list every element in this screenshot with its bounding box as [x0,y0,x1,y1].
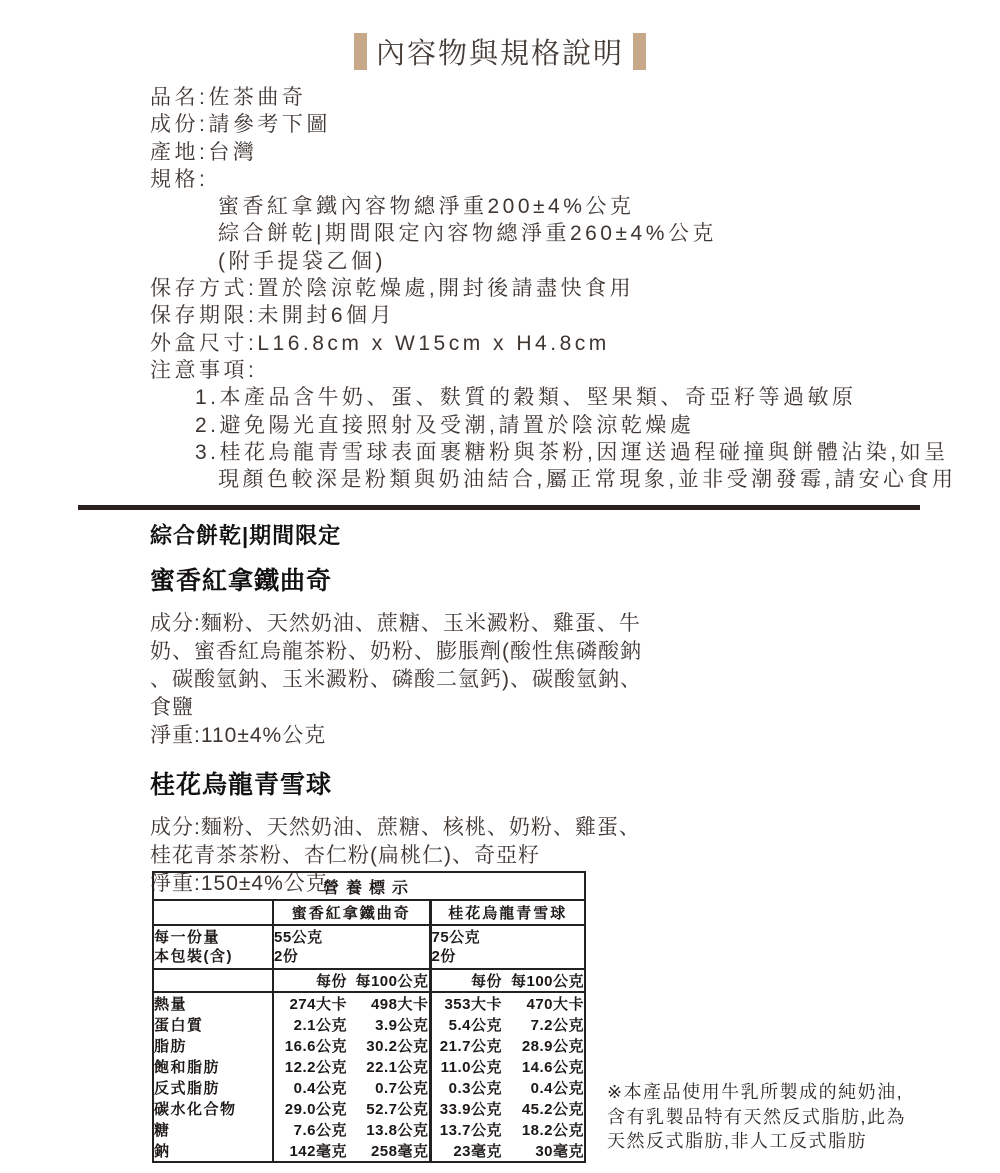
latte-net-weight: 淨重:110±4%公克 [150,724,327,747]
page-title: 內容物與規格說明 [375,38,624,70]
empty-cell [153,900,273,925]
nutrition-row-sodium [153,1140,585,1162]
page-title-row [0,31,1000,72]
nutrition-value: 5.4公克 [448,1017,502,1034]
empty-cell [153,969,273,992]
nutrition-value: 7.6公克 [293,1122,347,1139]
nutrition-row-label: 飽和脂肪 [153,1056,273,1077]
product2-header: 桂花烏龍青雪球 [430,900,585,925]
nutrition-value: 0.4公克 [530,1080,585,1097]
limited-edition-badge: 綜合餅乾|期間限定 [150,523,342,548]
nutrition-value: 498大卡 [347,992,430,1014]
nutrition-value: 3.9公克 [347,1014,430,1035]
nutrition-row-calories [153,992,585,1014]
nutrition-value: 274大卡 [289,996,347,1013]
latte-ingredients [150,610,750,750]
nutrition-value: 142毫克 [289,1143,347,1160]
nutrition-value: 353大卡 [444,996,502,1013]
nutrition-title-row [153,872,585,900]
footnote-line: 含有乳製品特有天然反式脂肪,此為 [607,1106,906,1127]
nutrition-value: 18.2公克 [521,1122,585,1139]
nutrition-row-protein [153,1014,585,1035]
nutrition-value: 30毫克 [535,1143,585,1160]
nutrition-value: 45.2公克 [521,1101,585,1118]
nutrition-value: 14.6公克 [521,1059,585,1076]
product2-serving-size: 75公克 [431,929,481,946]
nutrition-row-label: 糖 [153,1119,273,1140]
ingredients-line: 成分:麵粉、天然奶油、蔗糖、核桃、奶粉、雞蛋、 [150,816,641,839]
info-line-ingredients: 成份:請參考下圖 [150,113,331,137]
latte-cookie-heading: 蜜香紅拿鐵曲奇 [150,567,333,595]
nutrition-row-fat [153,1035,585,1056]
nutrition-table [152,871,586,1163]
info-line-product-name: 品名:佐茶曲奇 [150,86,307,109]
nutrition-row-label: 碳水化合物 [153,1098,273,1119]
nutrition-value: 13.7公克 [439,1122,502,1139]
nutrition-value: 7.2公克 [530,1017,585,1034]
info-line-storage: 保存方式:置於陰涼乾燥處,開封後請盡快食用 [150,277,635,301]
nutrition-row-label: 熱量 [153,992,273,1014]
nutrition-row-carbohydrate [153,1098,585,1119]
nutrition-value: 11.0公克 [440,1059,502,1076]
product-info-block [150,84,957,493]
product1-serving-cell [273,925,430,969]
per-100g-header: 每100公克 [502,969,585,992]
product2-serving-cell [430,925,585,969]
nutrition-value: 28.9公克 [521,1038,585,1055]
serving-label-line2: 本包裝(含) [154,948,233,965]
info-note-1: 1.本產品含牛奶、蛋、麩質的穀類、堅果類、奇亞籽等過敏原 [195,386,857,410]
ingredients-line: 成分:麵粉、天然奶油、蔗糖、玉米澱粉、雞蛋、牛 [150,612,641,635]
nutrition-value: 12.2公克 [284,1059,347,1076]
footnote-line: 天然反式脂肪,非人工反式脂肪 [607,1131,867,1151]
nutrition-value: 23毫克 [453,1143,502,1160]
nutrition-value: 29.0公克 [284,1101,347,1118]
product-detail-block [150,519,750,898]
nutrition-value: 258毫克 [347,1140,430,1162]
nutrition-value: 33.9公克 [439,1101,502,1118]
nutrition-product-header-row [153,900,585,925]
product1-header: 蜜香紅拿鐵曲奇 [273,900,430,925]
per-unit-header-row [153,969,585,992]
nutrition-value: 2.1公克 [293,1017,347,1034]
info-line-spec-bag: (附手提袋乙個) [218,249,386,273]
nutrition-row-trans-fat [153,1077,585,1098]
nutrition-value: 22.1公克 [347,1056,430,1077]
nutrition-row-label: 反式脂肪 [153,1077,273,1098]
info-line-box-size: 外盒尺寸:L16.8cm x W15cm x H4.8cm [150,331,610,355]
per-100g-header: 每100公克 [347,969,430,992]
nutrition-row-saturated-fat [153,1056,585,1077]
product1-serving-size: 55公克 [274,929,323,946]
info-line-spec: 規格: [150,167,209,191]
nutrition-row-label: 脂肪 [153,1035,273,1056]
nutrition-title: 營養標示 [153,872,585,900]
nutrition-row-sugar [153,1119,585,1140]
footnote-line: ※本產品使用牛乳所製成的純奶油, [607,1082,904,1102]
nutrition-value: 13.8公克 [347,1119,430,1140]
ingredients-line: 食鹽 [150,696,194,719]
product1-servings: 2份 [274,948,299,965]
ingredients-line: 、碳酸氫鈉、玉米澱粉、磷酸二氫鈣)、碳酸氫鈉、 [150,668,642,691]
info-line-spec-assorted: 綜合餅乾|期間限定內容物總淨重260±4%公克 [218,222,717,246]
info-line-origin: 產地:台灣 [150,140,258,164]
nutrition-row-label: 鈉 [153,1140,273,1162]
info-note-3: 3.桂花烏龍青雪球表面裹糖粉與茶粉,因運送過程碰撞與餅體沾染,如呈 [195,440,949,464]
serving-label-line1: 每一份量 [154,929,221,946]
product2-servings: 2份 [431,948,456,965]
nutrition-value: 30.2公克 [347,1035,430,1056]
title-accent-bar-right-icon [633,33,646,70]
ingredients-line: 桂花青茶茶粉、杏仁粉(扁桃仁)、奇亞籽 [150,844,540,867]
nutrition-value: 0.7公克 [347,1077,430,1098]
nutrition-row-label: 蛋白質 [153,1014,273,1035]
per-serving-header: 每份 [430,969,502,992]
info-line-shelf-life: 保存期限:未開封6個月 [150,304,396,328]
info-note-3-continued: 現顏色較深是粉類與奶油結合,屬正常現象,並非受潮發霉,請安心食用 [218,468,957,492]
osmanthus-snowball-heading: 桂花烏龍青雪球 [150,771,333,799]
title-accent-bar-left-icon [354,33,367,70]
info-line-spec-latte: 蜜香紅拿鐵內容物總淨重200±4%公克 [218,195,635,219]
nutrition-value: 16.6公克 [284,1038,347,1055]
trans-fat-footnote [607,1080,906,1154]
per-serving-header: 每份 [273,969,347,992]
info-line-notes-heading: 注意事項: [150,358,258,382]
serving-size-label [153,925,273,969]
nutrition-value: 21.7公克 [439,1038,502,1055]
nutrition-value: 470大卡 [526,996,585,1013]
nutrition-value: 52.7公克 [347,1098,430,1119]
osmanthus-net-weight: 淨重:150±4%公克 [150,872,328,895]
info-note-2: 2.避免陽光直接照射及受潮,請置於陰涼乾燥處 [195,413,695,437]
ingredients-line: 奶、蜜香紅烏龍茶粉、奶粉、膨脹劑(酸性焦磷酸鈉 [150,640,642,663]
nutrition-value: 0.4公克 [293,1080,347,1097]
serving-size-row [153,925,585,969]
nutrition-value: 0.3公克 [448,1080,502,1097]
section-divider [78,505,920,510]
